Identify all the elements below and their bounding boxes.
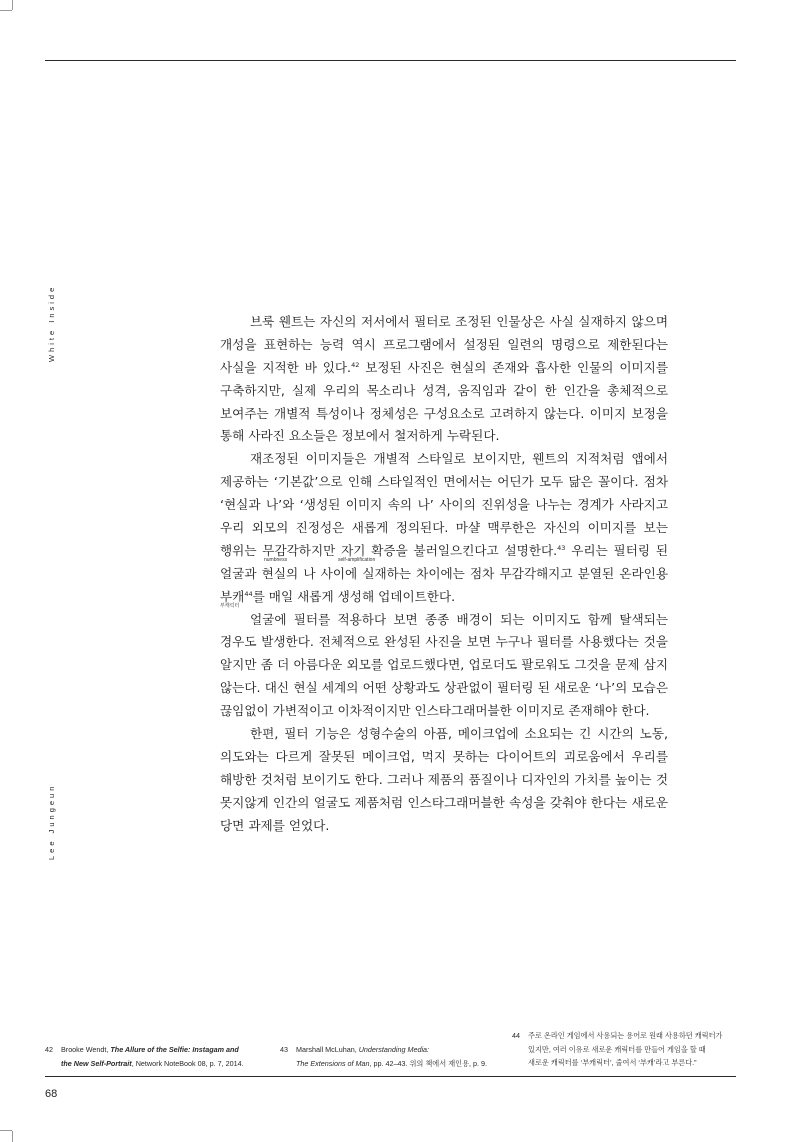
text-run: ‘현실과 나’와 ‘생성된 이미지 속의 나’ 사이의 진위성을 나누는 경계가 사라지고 bbox=[220, 497, 668, 513]
body-line bbox=[220, 677, 668, 700]
text-run: 제공하는 ‘기본값’으로 인해 스타일적인 면에서는 어딘가 모두 닮은 꼴이다. 점차 bbox=[220, 474, 668, 490]
body-line bbox=[220, 517, 668, 540]
crop-mark-bottom-left-h bbox=[0, 1130, 12, 1131]
glossed-term: 자기 확증 bbox=[341, 542, 396, 558]
text-run: 구축하지만, 실제 우리의 목소리나 성격, 움직임과 같이 한 인간을 총체적으로 bbox=[220, 382, 668, 398]
text-run: 한편, 필터 기능은 성형수술의 아픔, 메이크업에 소요되는 긴 시간의 노동, bbox=[250, 726, 668, 742]
body-line bbox=[220, 494, 668, 517]
body-line bbox=[220, 746, 668, 769]
footnote-42 bbox=[45, 1043, 270, 1073]
crop-mark-top-left-v bbox=[12, 0, 13, 10]
text-run: 경우도 발생한다. 전체적으로 완성된 사진을 보면 누구나 필터를 사용했다는 것을 bbox=[220, 634, 668, 650]
glossed-term: 부캐 bbox=[220, 588, 245, 604]
gloss-annotation: self-amplification bbox=[338, 556, 376, 563]
text-run: 못지않게 인간의 얼굴도 제품처럼 인스타그래머블한 속성을 갖춰야 한다는 새로운 bbox=[220, 794, 668, 810]
footnote-run: Understanding Media: bbox=[358, 1045, 430, 1054]
text-run: 얼굴과 현실의 나 사이에 실재하는 차이에는 점차 무감각해지고 분열된 온라인용 bbox=[220, 565, 668, 581]
footnote-line bbox=[61, 1057, 244, 1071]
footnote-run: Brooke Wendt, bbox=[61, 1045, 111, 1054]
text-run: 사실을 지적한 바 있다. bbox=[220, 359, 352, 375]
running-title: White Inside bbox=[47, 284, 56, 362]
body-line bbox=[220, 403, 668, 426]
body-text bbox=[220, 311, 668, 837]
footer-rule bbox=[45, 1076, 736, 1077]
text-run: 해방한 것처럼 보이기도 한다. 그러나 제품의 품질이나 디자인의 가치를 높이는 것 bbox=[220, 771, 668, 787]
footnote-run: The Allure of the Selfie: Instagam and bbox=[110, 1045, 239, 1054]
footnote-line bbox=[528, 1056, 723, 1070]
text-run: 보여주는 개별적 특성이나 정체성은 구성요소로 고려하지 않는다. 이미지 보정을 bbox=[220, 405, 668, 421]
top-rule bbox=[45, 60, 736, 61]
body-line bbox=[220, 563, 668, 586]
body-line bbox=[220, 723, 668, 746]
text-run: 보정된 사진은 현실의 존재와 흡사한 인물의 이미지를 bbox=[359, 359, 668, 375]
text-run: 얼굴에 필터를 적용하다 보면 종종 배경이 되는 이미지도 함께 탈색되는 bbox=[250, 611, 668, 627]
body-line bbox=[220, 654, 668, 677]
page-number: 68 bbox=[45, 1088, 58, 1100]
text-run: 끊임없이 가변적이고 이차적이지만 인스타그래머블한 이미지로 존재해야 한다. bbox=[220, 703, 650, 719]
gloss-annotation: numbness bbox=[264, 556, 288, 563]
text-run: 우리는 필터링 된 bbox=[565, 542, 668, 558]
body-line bbox=[220, 631, 668, 654]
footnote-ref[interactable]: 43 bbox=[557, 543, 566, 552]
footnote-line bbox=[528, 1043, 723, 1057]
footnote-ref[interactable]: 44 bbox=[244, 589, 253, 598]
footnote-44 bbox=[512, 1029, 736, 1073]
text-run: 우리 외모의 진정성은 새롭게 정의된다. 마샬 맥루한은 자신의 이미지를 보는 bbox=[220, 520, 668, 536]
body-line bbox=[220, 540, 668, 563]
body-line bbox=[220, 311, 668, 334]
text-run: 을 불러일으킨다고 설명한다. bbox=[395, 542, 558, 558]
body-line bbox=[220, 471, 668, 494]
text-run: 알지만 좀 더 아름다운 외모를 업로드했다면, 업로더도 팔로워도 그것을 문제 삼지 bbox=[220, 657, 668, 673]
text-run: 당면 과제를 얻었다. bbox=[220, 817, 330, 833]
body-line bbox=[220, 425, 668, 448]
text-run: 개성을 표현하는 능력 역시 프로그램에서 설정된 일련의 명령으로 제한된다는 bbox=[220, 336, 668, 352]
body-line bbox=[220, 700, 668, 723]
body-line bbox=[220, 586, 668, 609]
body-line bbox=[220, 769, 668, 792]
author-name: Lee Jungeun bbox=[47, 783, 56, 860]
body-line bbox=[220, 609, 668, 632]
gloss-annotation: 부캐릭터 bbox=[220, 602, 240, 609]
footnote-run: , Network NoteBook 08, p. 7, 2014. bbox=[131, 1058, 244, 1068]
footnote-run: , pp. 42–43. 위의 책에서 재인용, p. 9. bbox=[369, 1058, 487, 1068]
footnote-run: Marshall McLuhan, bbox=[296, 1045, 359, 1054]
footnote-run: 주로 온라인 게임에서 사용되는 용어로 원래 사용하던 캐릭터가 bbox=[528, 1031, 723, 1040]
footnote-run: The Extensions of Man bbox=[296, 1058, 370, 1068]
text-run: 않는다. 대신 현실 세계의 어떤 상황과도 상관없이 필터링 된 새로운 ‘나’의 모습은 bbox=[220, 680, 668, 696]
footnote-run: 새로운 캐릭터를 ‘부캐릭터’, 줄여서 ‘부캐’라고 부른다.” bbox=[528, 1058, 697, 1067]
text-run: 통해 사라진 요소들은 정보에서 철저하게 누락된다. bbox=[220, 428, 500, 444]
text-run: 브룩 웬트는 자신의 저서에서 필터로 조정된 인물상은 사실 실재하지 않으며 bbox=[250, 314, 668, 329]
footnote-43 bbox=[280, 1043, 500, 1073]
footnote-ref[interactable]: 42 bbox=[351, 360, 360, 369]
body-line bbox=[220, 448, 668, 471]
footnote-number: 44 bbox=[512, 1031, 520, 1040]
body-line bbox=[220, 380, 668, 403]
body-line bbox=[220, 792, 668, 815]
footnote-run: 있지만, 여러 이유로 새로운 캐릭터를 만들어 게임을 할 때 bbox=[528, 1044, 706, 1054]
crop-mark-bottom-left-v bbox=[12, 1131, 13, 1142]
footnote-run: the New Self-Portrait bbox=[61, 1058, 132, 1068]
footnote-line bbox=[528, 1029, 723, 1043]
footnote-line bbox=[61, 1043, 244, 1057]
body-line bbox=[220, 357, 668, 380]
footnote-line bbox=[296, 1057, 487, 1071]
text-run: 의도와는 다르게 잘못된 메이크업, 먹지 못하는 다이어트의 괴로움에서 우리를 bbox=[220, 748, 668, 764]
body-line bbox=[220, 334, 668, 357]
text-run: 하지만 bbox=[298, 542, 342, 558]
text-run: 재조정된 이미지들은 개별적 스타일로 보이지만, 웬트의 지적처럼 앱에서 bbox=[250, 451, 668, 467]
body-line bbox=[220, 815, 668, 838]
footnote-number: 42 bbox=[45, 1045, 53, 1054]
glossed-term: 무감각 bbox=[262, 542, 299, 558]
text-run: 행위는 bbox=[220, 542, 263, 558]
crop-mark-top-left-h bbox=[0, 10, 12, 11]
footnote-line bbox=[296, 1043, 487, 1057]
text-run: 를 매일 새롭게 생성해 업데이트한다. bbox=[252, 588, 456, 604]
footnote-number: 43 bbox=[280, 1045, 288, 1054]
